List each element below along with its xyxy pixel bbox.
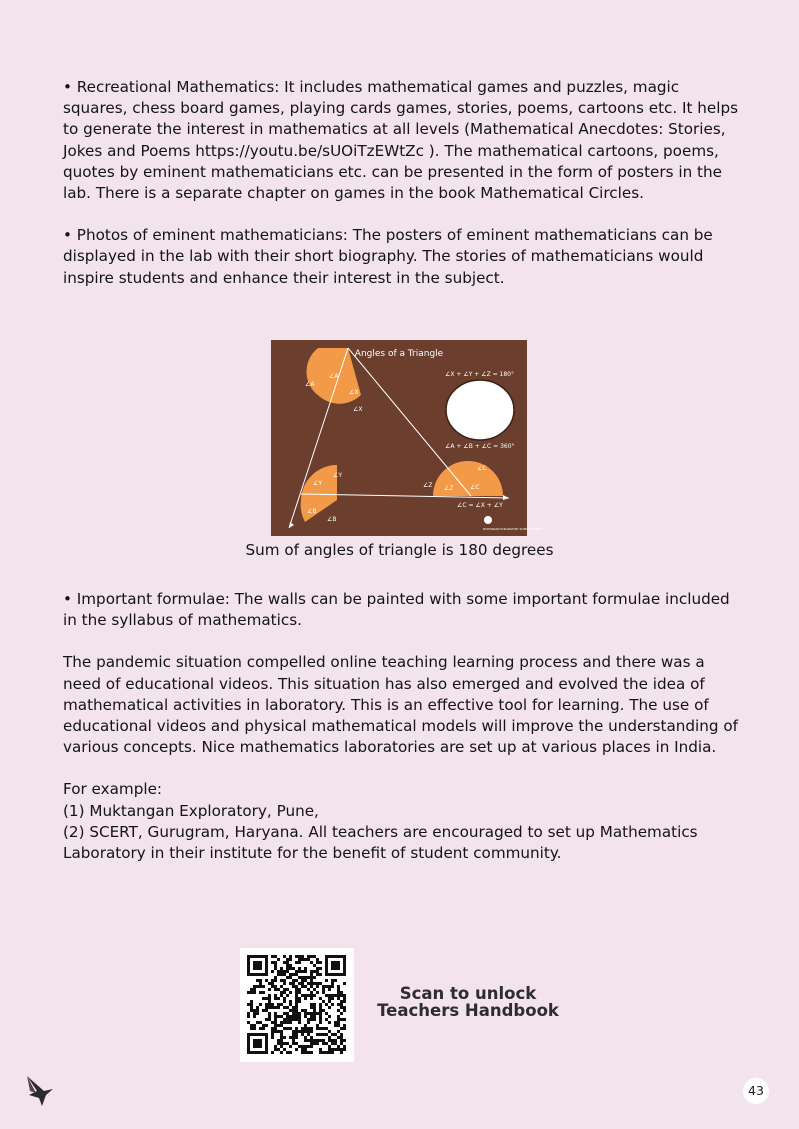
recreational-mathematics-paragraph: • Recreational Mathematics: It includes mathematical games and puzzles, magic squares, chess board games, playing cards games, stories, poems, cartoons etc. It helps to generate the interest in mathematics at all levels (Mathematical Anecdotes: Stories, Jokes and Poems https://youtu.be/sUOiTzEWtZc ). The mathematical cartoons, poems, quotes by eminent mathematicians etc. can be presented in the form of posters in the lab. There is a separate chapter on games in the book Mathematical Circles. (63, 78, 739, 203)
figure-caption: Sum of angles of triangle is 180 degrees (245, 541, 554, 559)
label-z-outer: ∠Z (423, 482, 433, 489)
label-x-inner: ∠X (349, 389, 359, 396)
label-a-inner: ∠A (329, 373, 339, 380)
lower-text (63, 589, 743, 864)
label-y-outer: ∠Y (333, 472, 343, 479)
scan-instruction (372, 985, 564, 1019)
figure-title: Angles of a Triangle (354, 349, 444, 359)
equation-xyz: ∠X + ∠Y + ∠Z = 180° (445, 371, 514, 378)
full-circle-angle (446, 380, 514, 440)
label-c-inner: ∠C (470, 484, 480, 491)
scan-line-2: Teachers Handbook (377, 1001, 559, 1020)
example-2: (2) SCERT, Gurugram, Haryana. All teachers are encouraged to set up Mathematics Laboratory in their institute for the benefit of student community. (63, 822, 698, 863)
mathematician-photos-paragraph: • Photos of eminent mathematicians: The posters of eminent mathematicians can be displayed in the lab with their short biography. The stories of mathematicians would inspire students and enhance their interest in the subject. (63, 226, 713, 287)
page-number: 43 (743, 1078, 769, 1104)
label-a-outer: ∠A (305, 381, 315, 388)
label-z-inner: ∠Z (444, 485, 454, 492)
label-b-outer: ∠B (327, 516, 337, 523)
formulae-paragraph: • Important formulae: The walls can be painted with some important formulae included in the syllabus of mathematics. (63, 590, 730, 630)
main-text (63, 77, 743, 310)
scan-line-1: Scan to unlock (399, 984, 537, 1003)
equation-abc: ∠A + ∠B + ∠C = 360° (445, 443, 515, 450)
angles-of-triangle-figure (271, 340, 543, 536)
equation-c: ∠C = ∠X + ∠Y (457, 502, 503, 509)
triangle-diagram (271, 340, 543, 536)
bird-logo-icon (24, 1073, 56, 1109)
poster-watermark: MUKTANGAN EXPLORATORY SCIENCE CENTRE (483, 528, 543, 531)
example-intro: For example: (63, 780, 163, 799)
watermark-logo-icon (484, 516, 492, 524)
pandemic-paragraph: The pandemic situation compelled online teaching learning process and there was a need of educational videos. This situation has also emerged and evolved the idea of mathematical activities in laboratory. This is an effective tool for learning. The use of educational videos and physical mathematical models will improve the understanding of various concepts. Nice mathematics laboratories are set up at various places in India. (63, 653, 739, 757)
label-b-inner: ∠B (307, 508, 317, 515)
qr-code[interactable] (240, 948, 354, 1062)
label-x-outer: ∠X (353, 406, 363, 413)
label-y-inner: ∠Y (313, 480, 323, 487)
example-1: (1) Muktangan Exploratory, Pune, (63, 801, 319, 820)
qr-code-icon (240, 948, 354, 1062)
label-c-outer: ∠C (477, 465, 487, 472)
